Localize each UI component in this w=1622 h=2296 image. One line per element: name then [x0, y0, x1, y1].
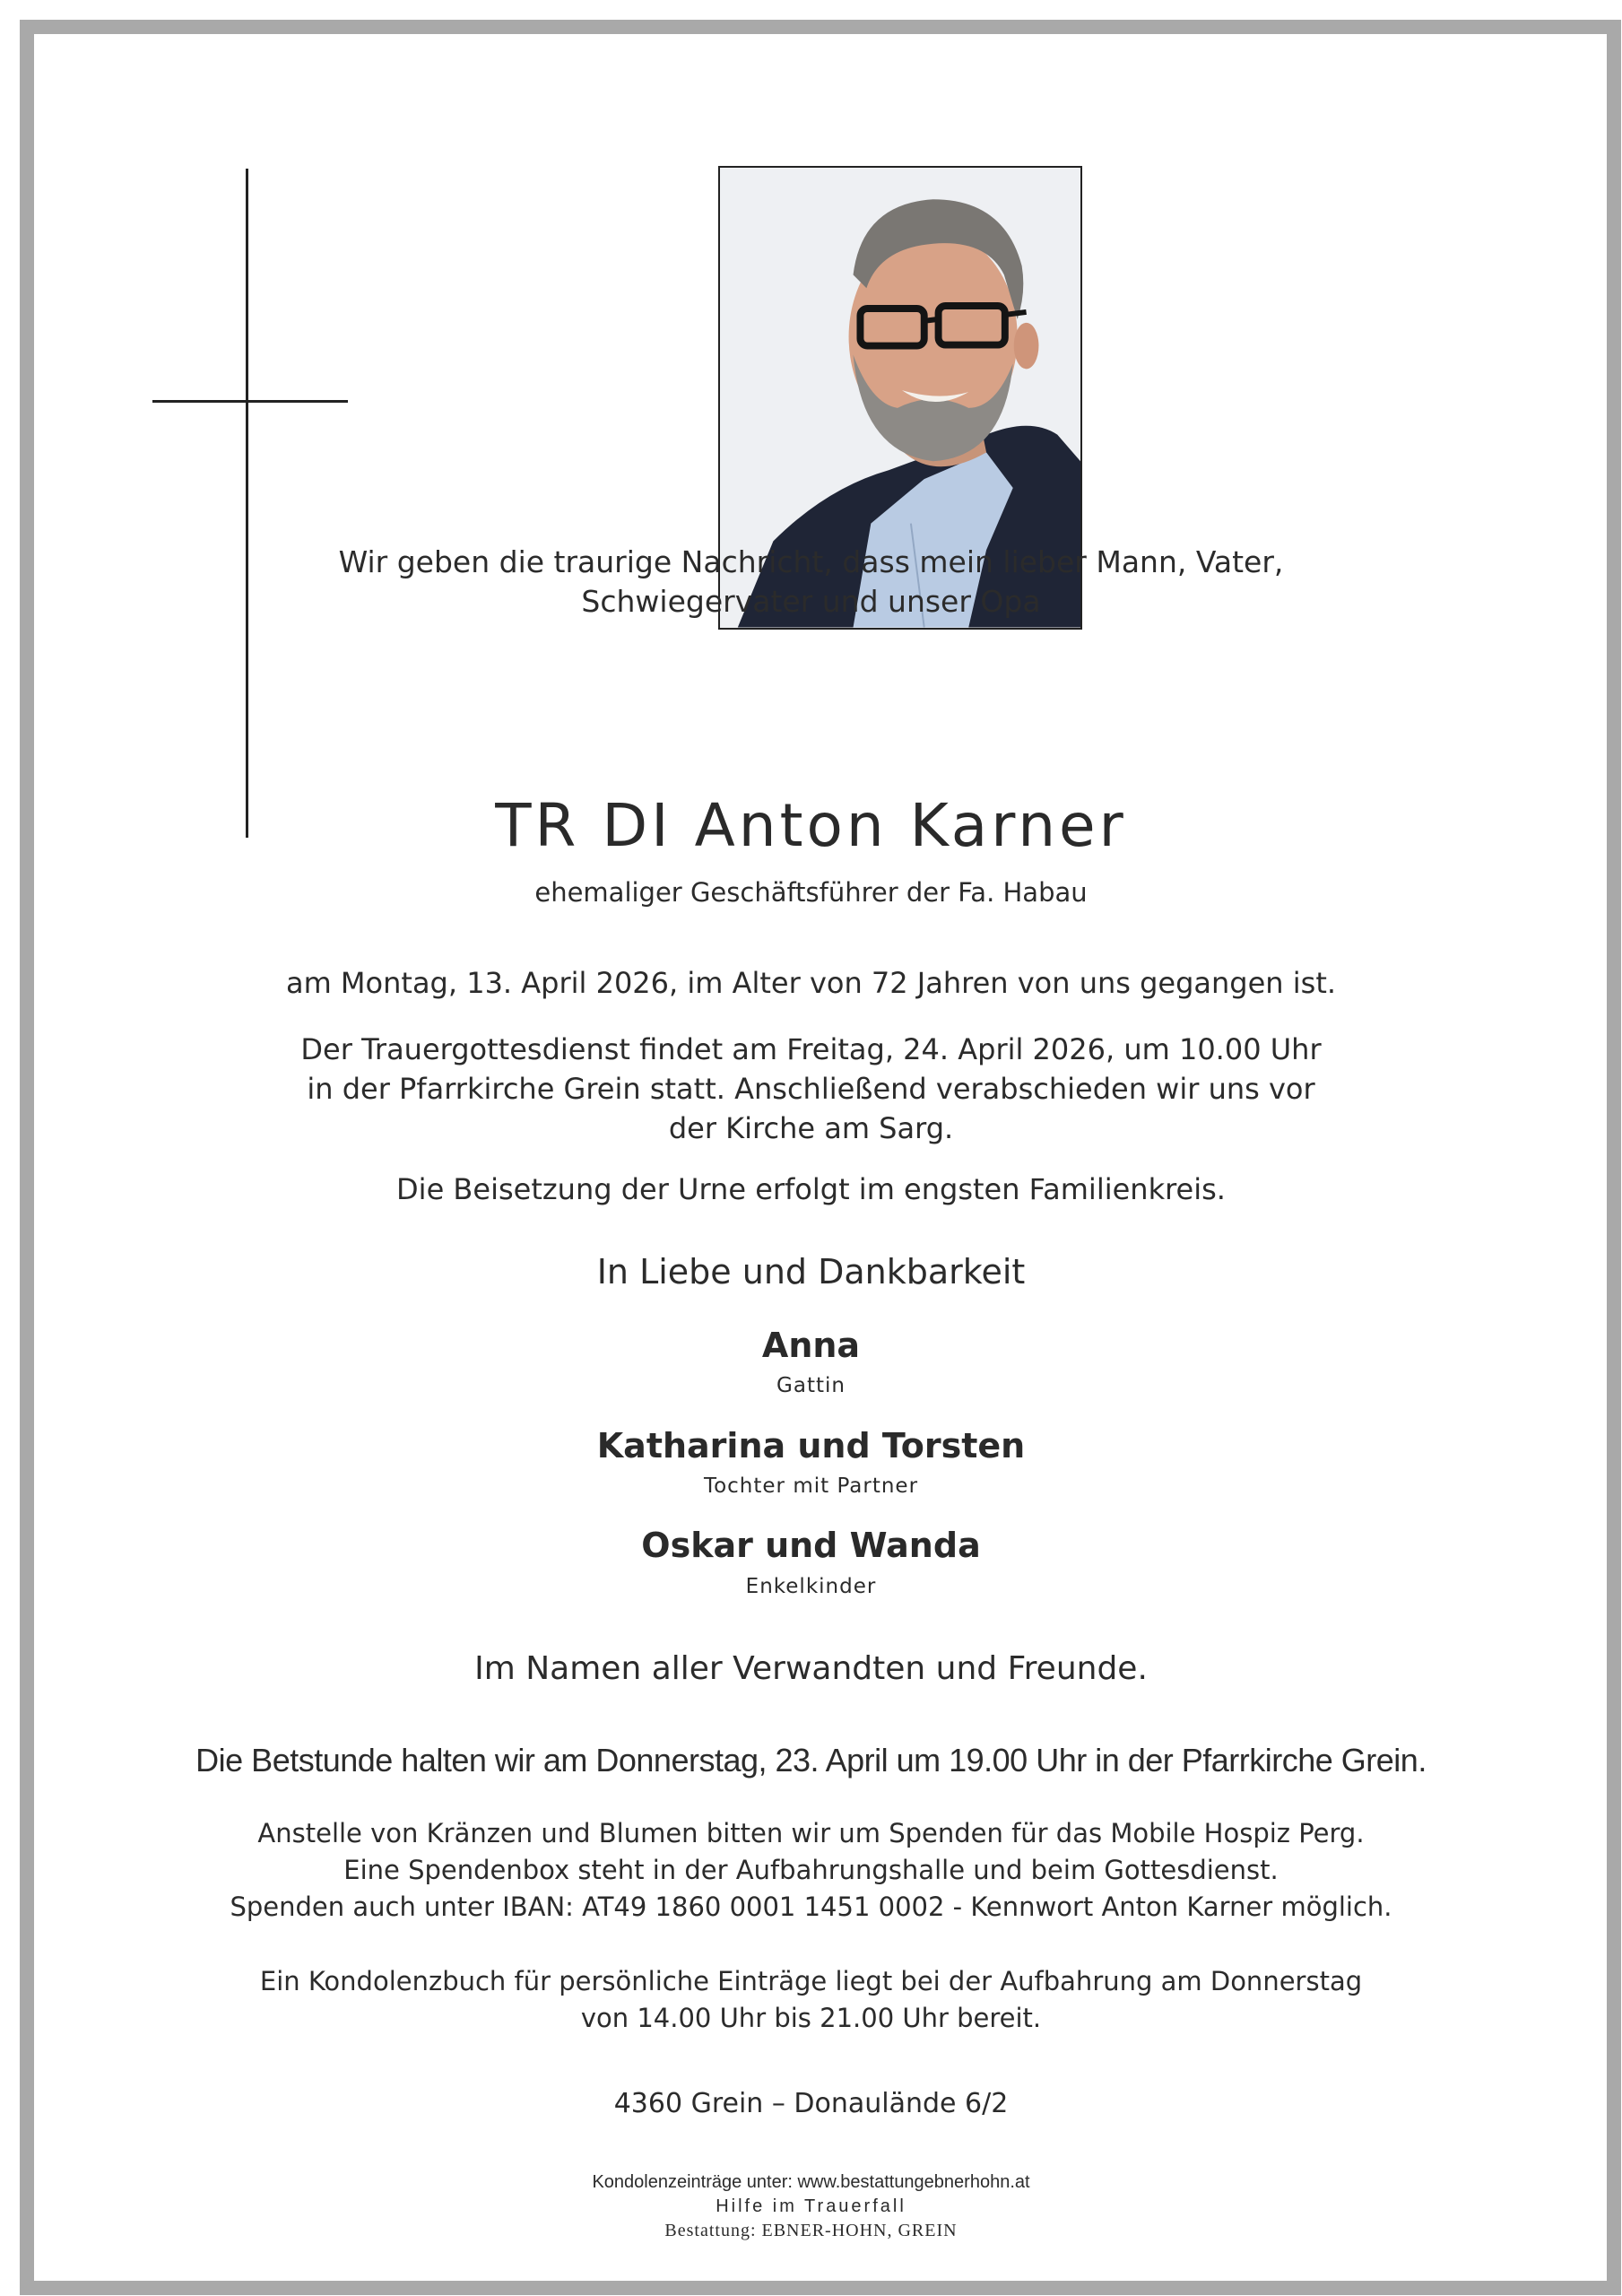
donations-line-3: Spenden auch unter IBAN: AT49 1860 0001 1451 0002 - Kennwort Anton Karner möglich.: [230, 1892, 1392, 1922]
condolence-book-line-2: von 14.00 Uhr bis 21.00 Uhr bereit.: [580, 2003, 1042, 2033]
on-behalf-text: Im Namen aller Verwandten und Freunde.: [474, 1650, 1148, 1687]
family-name-3: Oskar und Wanda: [641, 1526, 981, 1565]
footer-help: Hilfe im Trauerfall: [716, 2196, 906, 2216]
closing-text: In Liebe und Dankbarkeit: [596, 1252, 1026, 1292]
service-line-3: der Kirche am Sarg.: [668, 1111, 954, 1145]
address-text: 4360 Grein – Donaulände 6/2: [613, 2088, 1009, 2119]
cross-horizontal-bar: [152, 400, 348, 403]
family-relation-1: Gattin: [776, 1374, 846, 1397]
intro-line-2: Schwiegervater und unser Opa: [581, 584, 1041, 619]
burial-text: Die Beisetzung der Urne erfolgt im engsten Familienkreis.: [396, 1172, 1226, 1206]
donations-line-2: Eine Spendenbox steht in der Aufbahrungshalle und beim Gottesdienst.: [343, 1855, 1279, 1885]
service-line-1: Der Trauergottesdienst findet am Freitag, 24. April 2026, um 10.00 Uhr: [300, 1032, 1322, 1066]
footer-funeral-home: Bestattung: EBNER-HOHN, GREIN: [664, 2221, 958, 2240]
deceased-title: ehemaliger Geschäftsführer der Fa. Habau: [534, 877, 1088, 908]
condolence-book-line-1: Ein Kondolenzbuch für persönliche Einträge liegt bei der Aufbahrung am Donnerstag: [259, 1966, 1363, 1996]
prayer-hour-text: Die Betstunde halten wir am Donnerstag, 23. April um 19.00 Uhr in der Pfarrkirche Grein.: [195, 1742, 1427, 1779]
service-text: [0, 1030, 1622, 1148]
donations-line-1: Anstelle von Kränzen und Blumen bitten wir um Spenden für das Mobile Hospiz Perg.: [257, 1818, 1365, 1848]
intro-line-1: Wir geben die traurige Nachricht, dass mein lieber Mann, Vater,: [338, 544, 1284, 579]
service-line-2: in der Pfarrkirche Grein statt. Anschließend verabschieden wir uns vor: [307, 1072, 1315, 1106]
deceased-name: TR DI Anton Karner: [495, 791, 1127, 860]
intro-text: [0, 543, 1622, 622]
condolence-book-text: [0, 1963, 1622, 2037]
family-relation-3: Enkelkinder: [745, 1575, 877, 1598]
death-notice: am Montag, 13. April 2026, im Alter von 72 Jahren von uns gegangen ist.: [285, 966, 1337, 1000]
family-name-2: Katharina und Torsten: [596, 1426, 1026, 1465]
footer-condolence-web: Kondolenzeinträge unter: www.bestattungebnerhohn.at: [592, 2172, 1030, 2192]
family-relation-2: Tochter mit Partner: [703, 1474, 919, 1498]
cross-vertical-bar: [246, 169, 248, 838]
family-name-1: Anna: [761, 1326, 861, 1365]
donations-text: [0, 1815, 1622, 1926]
